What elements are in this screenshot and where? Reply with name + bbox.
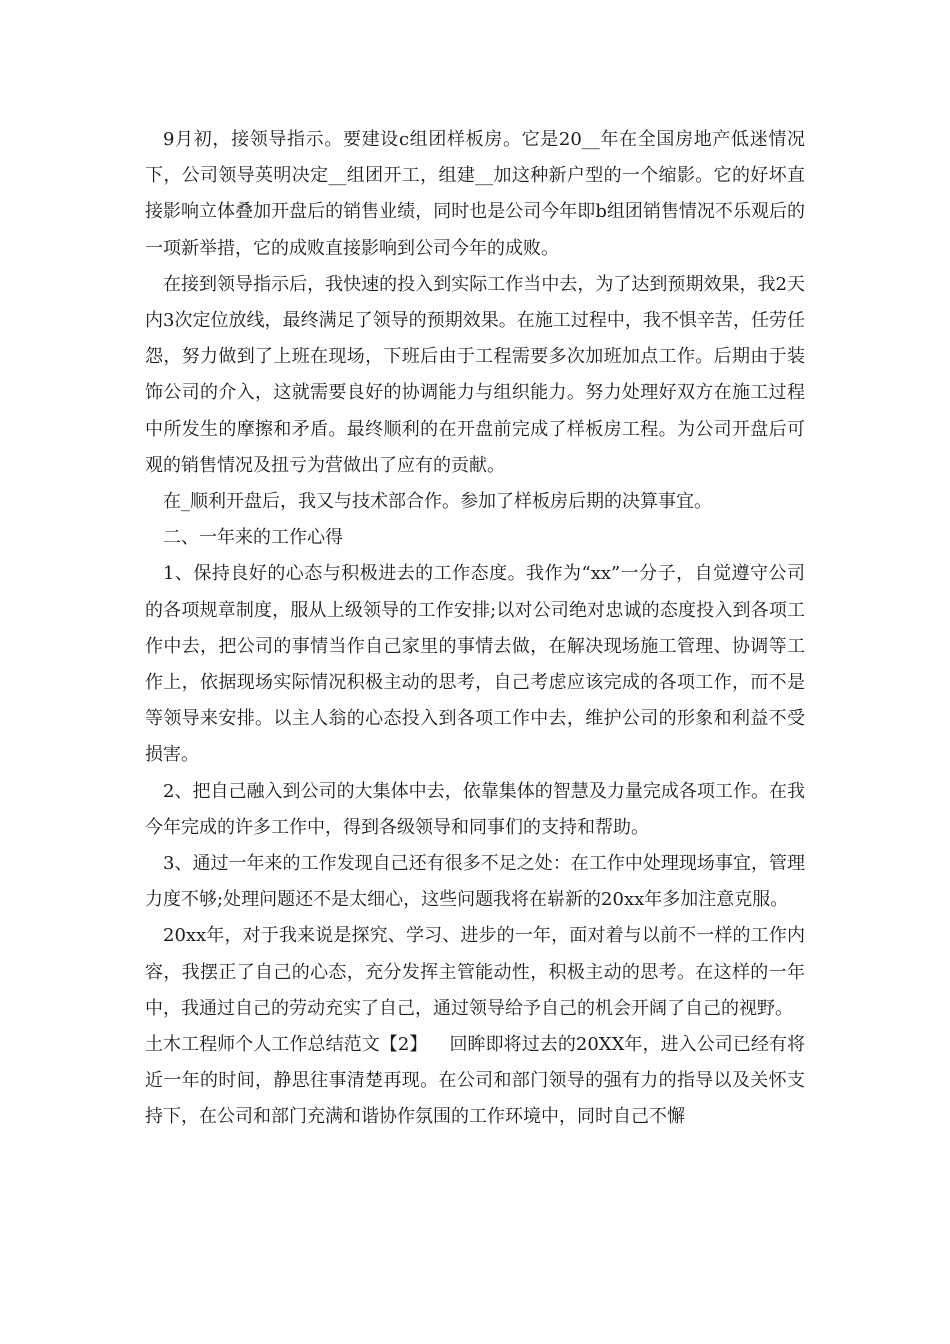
next-article-paragraph — [145, 1027, 805, 1136]
paragraph-sample-house: 9月初，接领导指示。要建设c组团样板房。它是20__年在全国房地产低迷情况下，公司领导英明决定__组团开工，组建__加这种新户型的一个缩影。它的好坏直接影响立体叠加开盘后的销售业绩，同时也是公司今年即b组团销售情况不乐观后的一项新举措，它的成败直接影响到公司今年的成败。 — [145, 129, 805, 259]
paragraph-construction-work: 在接到领导指示后，我快速的投入到实际工作当中去，为了达到预期效果，我2天内3次定位放线，最终满足了领导的预期效果。在施工过程中，我不惧辛苦，任劳任怨，努力做到了上班在现场，下班后由于工程需要多次加班加点工作。后期由于装饰公司的介入，这就需要良好的协调能力与组织能力。努力处理好双方在施工过程中所发生的摩擦和矛盾。最终顺利的在开盘前完成了样板房工程。为公司开盘后可观的销售情况及扭亏为营做出了应有的贡献。 — [145, 273, 805, 476]
next-article-title: 土木工程师个人工作总结范文【2】 — [145, 1034, 428, 1056]
next-article-body: 回眸即将过去的20XX年，进入公司已经有将近一年的时间，静思往事清楚再现。在公司和部门领导的强有力的指导以及关怀支持下，在公司和部门充满和谐协作氛围的工作环境中，同时自己不懈 — [145, 1034, 805, 1128]
point-1-attitude: 1、保持良好的心态与积极进去的工作态度。我作为“xx”一分子，自觉遵守公司的各项规章制度，服从上级领导的工作安排;以对公司绝对忠诚的态度投入到各项工作中去，把公司的事情当作自己家里的事情去做，在解决现场施工管理、协调等工作上，依据现场实际情况积极主动的思考，自己考虑应该完成的各项工作，而不是等领导来安排。以主人翁的心态投入到各项工作中去，维护公司的形象和利益不受损害。 — [145, 563, 805, 766]
section-heading-experience: 二、一年来的工作心得 — [163, 527, 343, 549]
point-3-shortcomings: 3、通过一年来的工作发现自己还有很多不足之处：在工作中处理现场事宜，管理力度不够;处理问题还不是太细心，这些问题我将在崭新的20xx年多加注意克服。 — [145, 853, 805, 911]
paragraph-conclusion: 20xx年，对于我来说是探究、学习、进步的一年，面对着与以前不一样的工作内容，我摆正了自己的心态，充分发挥主管能动性，积极主动的思考。在这样的一年中，我通过自己的劳动充实了自己，通过领导给予自己的机会开阔了自己的视野。 — [145, 925, 805, 1019]
paragraph-settlement: 在_顺利开盘后，我又与技术部合作。参加了样板房后期的决算事宜。 — [163, 491, 712, 513]
document-body — [145, 122, 805, 1136]
point-2-teamwork: 2、把自己融入到公司的大集体中去，依靠集体的智慧及力量完成各项工作。在我今年完成的许多工作中，得到各级领导和同事们的支持和帮助。 — [145, 780, 805, 838]
